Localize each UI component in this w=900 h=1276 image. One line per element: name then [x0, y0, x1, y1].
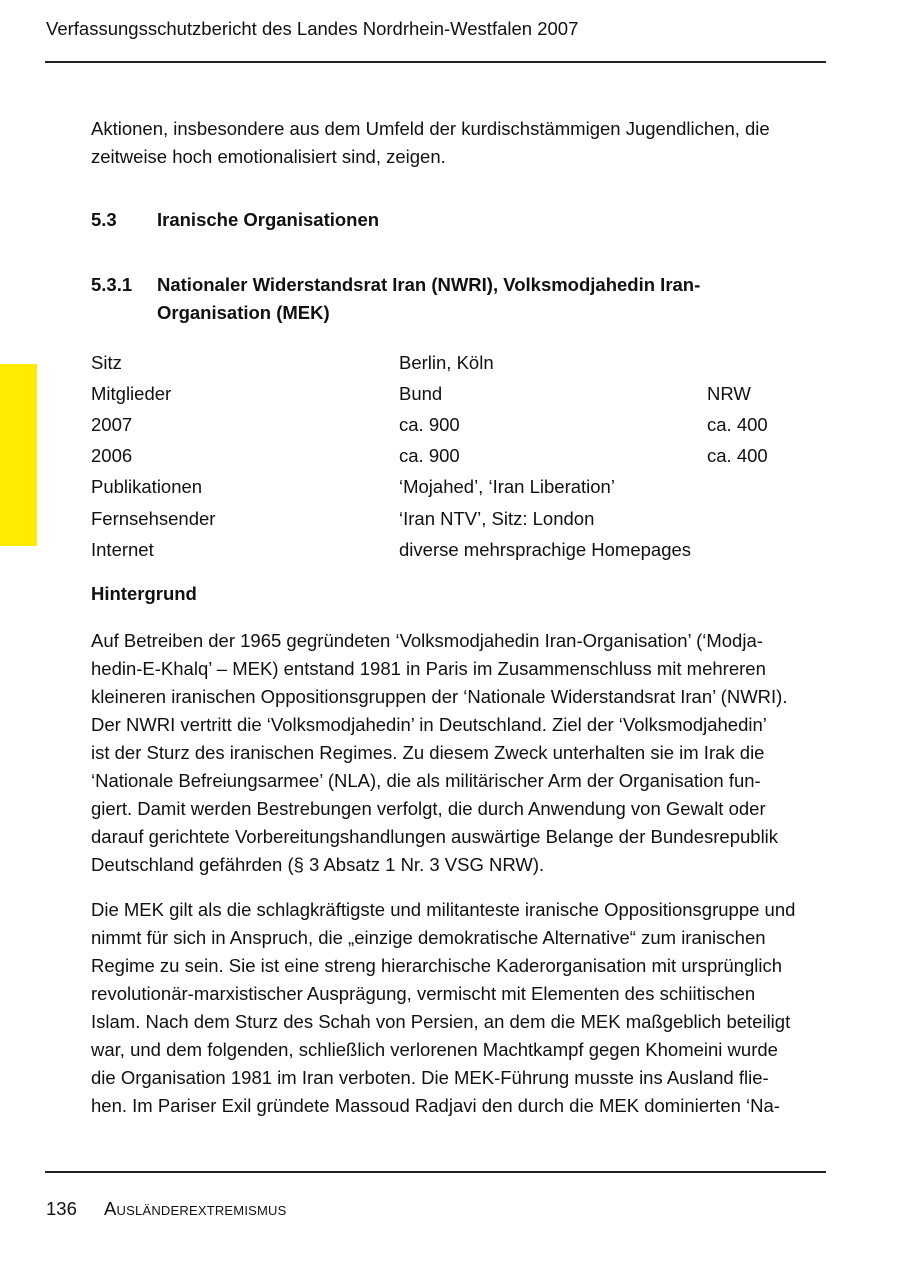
table-cell [707, 534, 811, 565]
table-cell: ca. 900 [399, 413, 460, 435]
paragraph-mek [91, 896, 827, 1120]
table-cell: ‘Iran NTV’, Sitz: London [399, 507, 595, 529]
table-cell: Fernsehsender [91, 507, 216, 529]
text-line: darauf gerichtete Vorbereitungshandlungen auswärtige Belange der Bundesrepublik [91, 826, 779, 847]
text-line: zeitweise hoch emotionalisiert sind, zeigen. [91, 146, 446, 167]
table-row [91, 503, 811, 534]
table-cell: 2006 [91, 445, 133, 467]
table-cell: diverse mehrsprachige Homepages [399, 538, 692, 560]
table-cell [707, 347, 811, 378]
table-cell: Mitglieder [91, 382, 172, 404]
section-title: Iranische Organisationen [157, 209, 380, 230]
text-line: Islam. Nach dem Sturz des Schah von Persien, an dem die MEK maßgeblich beteiligt [91, 1011, 791, 1032]
table-cell: ca. 400 [707, 445, 768, 467]
margin-marker [0, 364, 37, 546]
table-cell: Internet [91, 538, 154, 560]
table-cell: ‘Mojahed’, ‘Iran Liberation’ [399, 476, 615, 498]
paragraph-intro [91, 115, 827, 171]
page-footer [46, 1197, 287, 1221]
section-title [157, 271, 757, 327]
table-cell: Berlin, Köln [399, 351, 494, 373]
table-cell: Sitz [91, 351, 122, 373]
text-line: Deutschland gefährden (§ 3 Absatz 1 Nr. 3 VSG NRW). [91, 854, 545, 875]
text-line: ist der Sturz des iranischen Regimes. Zu diesem Zweck unterhalten sie im Irak die [91, 742, 765, 763]
organisation-info-table [91, 347, 811, 565]
title-line: Organisation (MEK) [157, 302, 330, 323]
paragraph-background [91, 627, 827, 879]
text-line: revolutionär-marxistischer Ausprägung, vermischt mit Elementen des schiitischen [91, 983, 756, 1004]
table-row [91, 409, 811, 440]
table-cell: NRW [707, 382, 751, 404]
table-cell: 2007 [91, 413, 133, 435]
section-number: 5.3 [91, 209, 117, 230]
table-row [91, 472, 811, 503]
text-line: hedin-E-Khalq’ – MEK) entstand 1981 in Paris im Zusammenschluss mit mehreren [91, 658, 766, 679]
table-row [91, 378, 811, 409]
text-line: hen. Im Pariser Exil gründete Massoud Radjavi den durch die MEK dominierten ‘Na- [91, 1095, 780, 1116]
page-number: 136 [46, 1198, 77, 1219]
table-row [91, 534, 811, 565]
title-line: Nationaler Widerstandsrat Iran (NWRI), Volksmodjahedin Iran- [157, 274, 701, 295]
table-row [91, 441, 811, 472]
text-line: ‘Nationale Befreiungsarmee’ (NLA), die als militärischer Arm der Organisation fun- [91, 770, 761, 791]
text-line: nimmt für sich in Anspruch, die „einzige demokratische Alternative“ zum iranischen [91, 927, 766, 948]
header-rule [45, 61, 826, 63]
text-line: Der NWRI vertritt die ‘Volksmodjahedin’ in Deutschland. Ziel der ‘Volksmodjahedin’ [91, 714, 767, 735]
table-cell: ca. 900 [399, 445, 460, 467]
footer-section-name: Ausländerextremismus [104, 1198, 287, 1219]
text-line: Aktionen, insbesondere aus dem Umfeld der kurdischstämmigen Jugendlichen, die [91, 118, 770, 139]
text-line: die Organisation 1981 im Iran verboten. Die MEK-Führung musste ins Ausland flie- [91, 1067, 769, 1088]
text-line: war, und dem folgenden, schließlich verlorenen Machtkampf gegen Khomeini wurde [91, 1039, 778, 1060]
table-cell: ca. 400 [707, 413, 768, 435]
text-line: Die MEK gilt als die schlagkräftigste und militanteste iranische Oppositionsgruppe und [91, 899, 796, 920]
section-number: 5.3.1 [91, 274, 133, 295]
table-cell: Publikationen [91, 476, 203, 498]
text-line: giert. Damit werden Bestrebungen verfolgt, die durch Anwendung von Gewalt oder [91, 798, 766, 819]
text-line: Regime zu sein. Sie ist eine streng hierarchische Kaderorganisation mit ursprünglich [91, 955, 783, 976]
table-cell [707, 472, 811, 503]
subheading-hintergrund: Hintergrund [91, 583, 197, 604]
table-cell [707, 503, 811, 534]
running-header: Verfassungsschutzbericht des Landes Nordrhein-Westfalen 2007 [46, 18, 579, 39]
text-line: kleineren iranischen Oppositionsgruppen der ‘Nationale Widerstandsrat Iran’ (NWRI). [91, 686, 788, 707]
text-line: Auf Betreiben der 1965 gegründeten ‘Volksmodjahedin Iran-Organisation’ (‘Modja- [91, 630, 763, 651]
table-cell: Bund [399, 382, 443, 404]
table-row [91, 347, 811, 378]
footer-rule [45, 1171, 826, 1173]
